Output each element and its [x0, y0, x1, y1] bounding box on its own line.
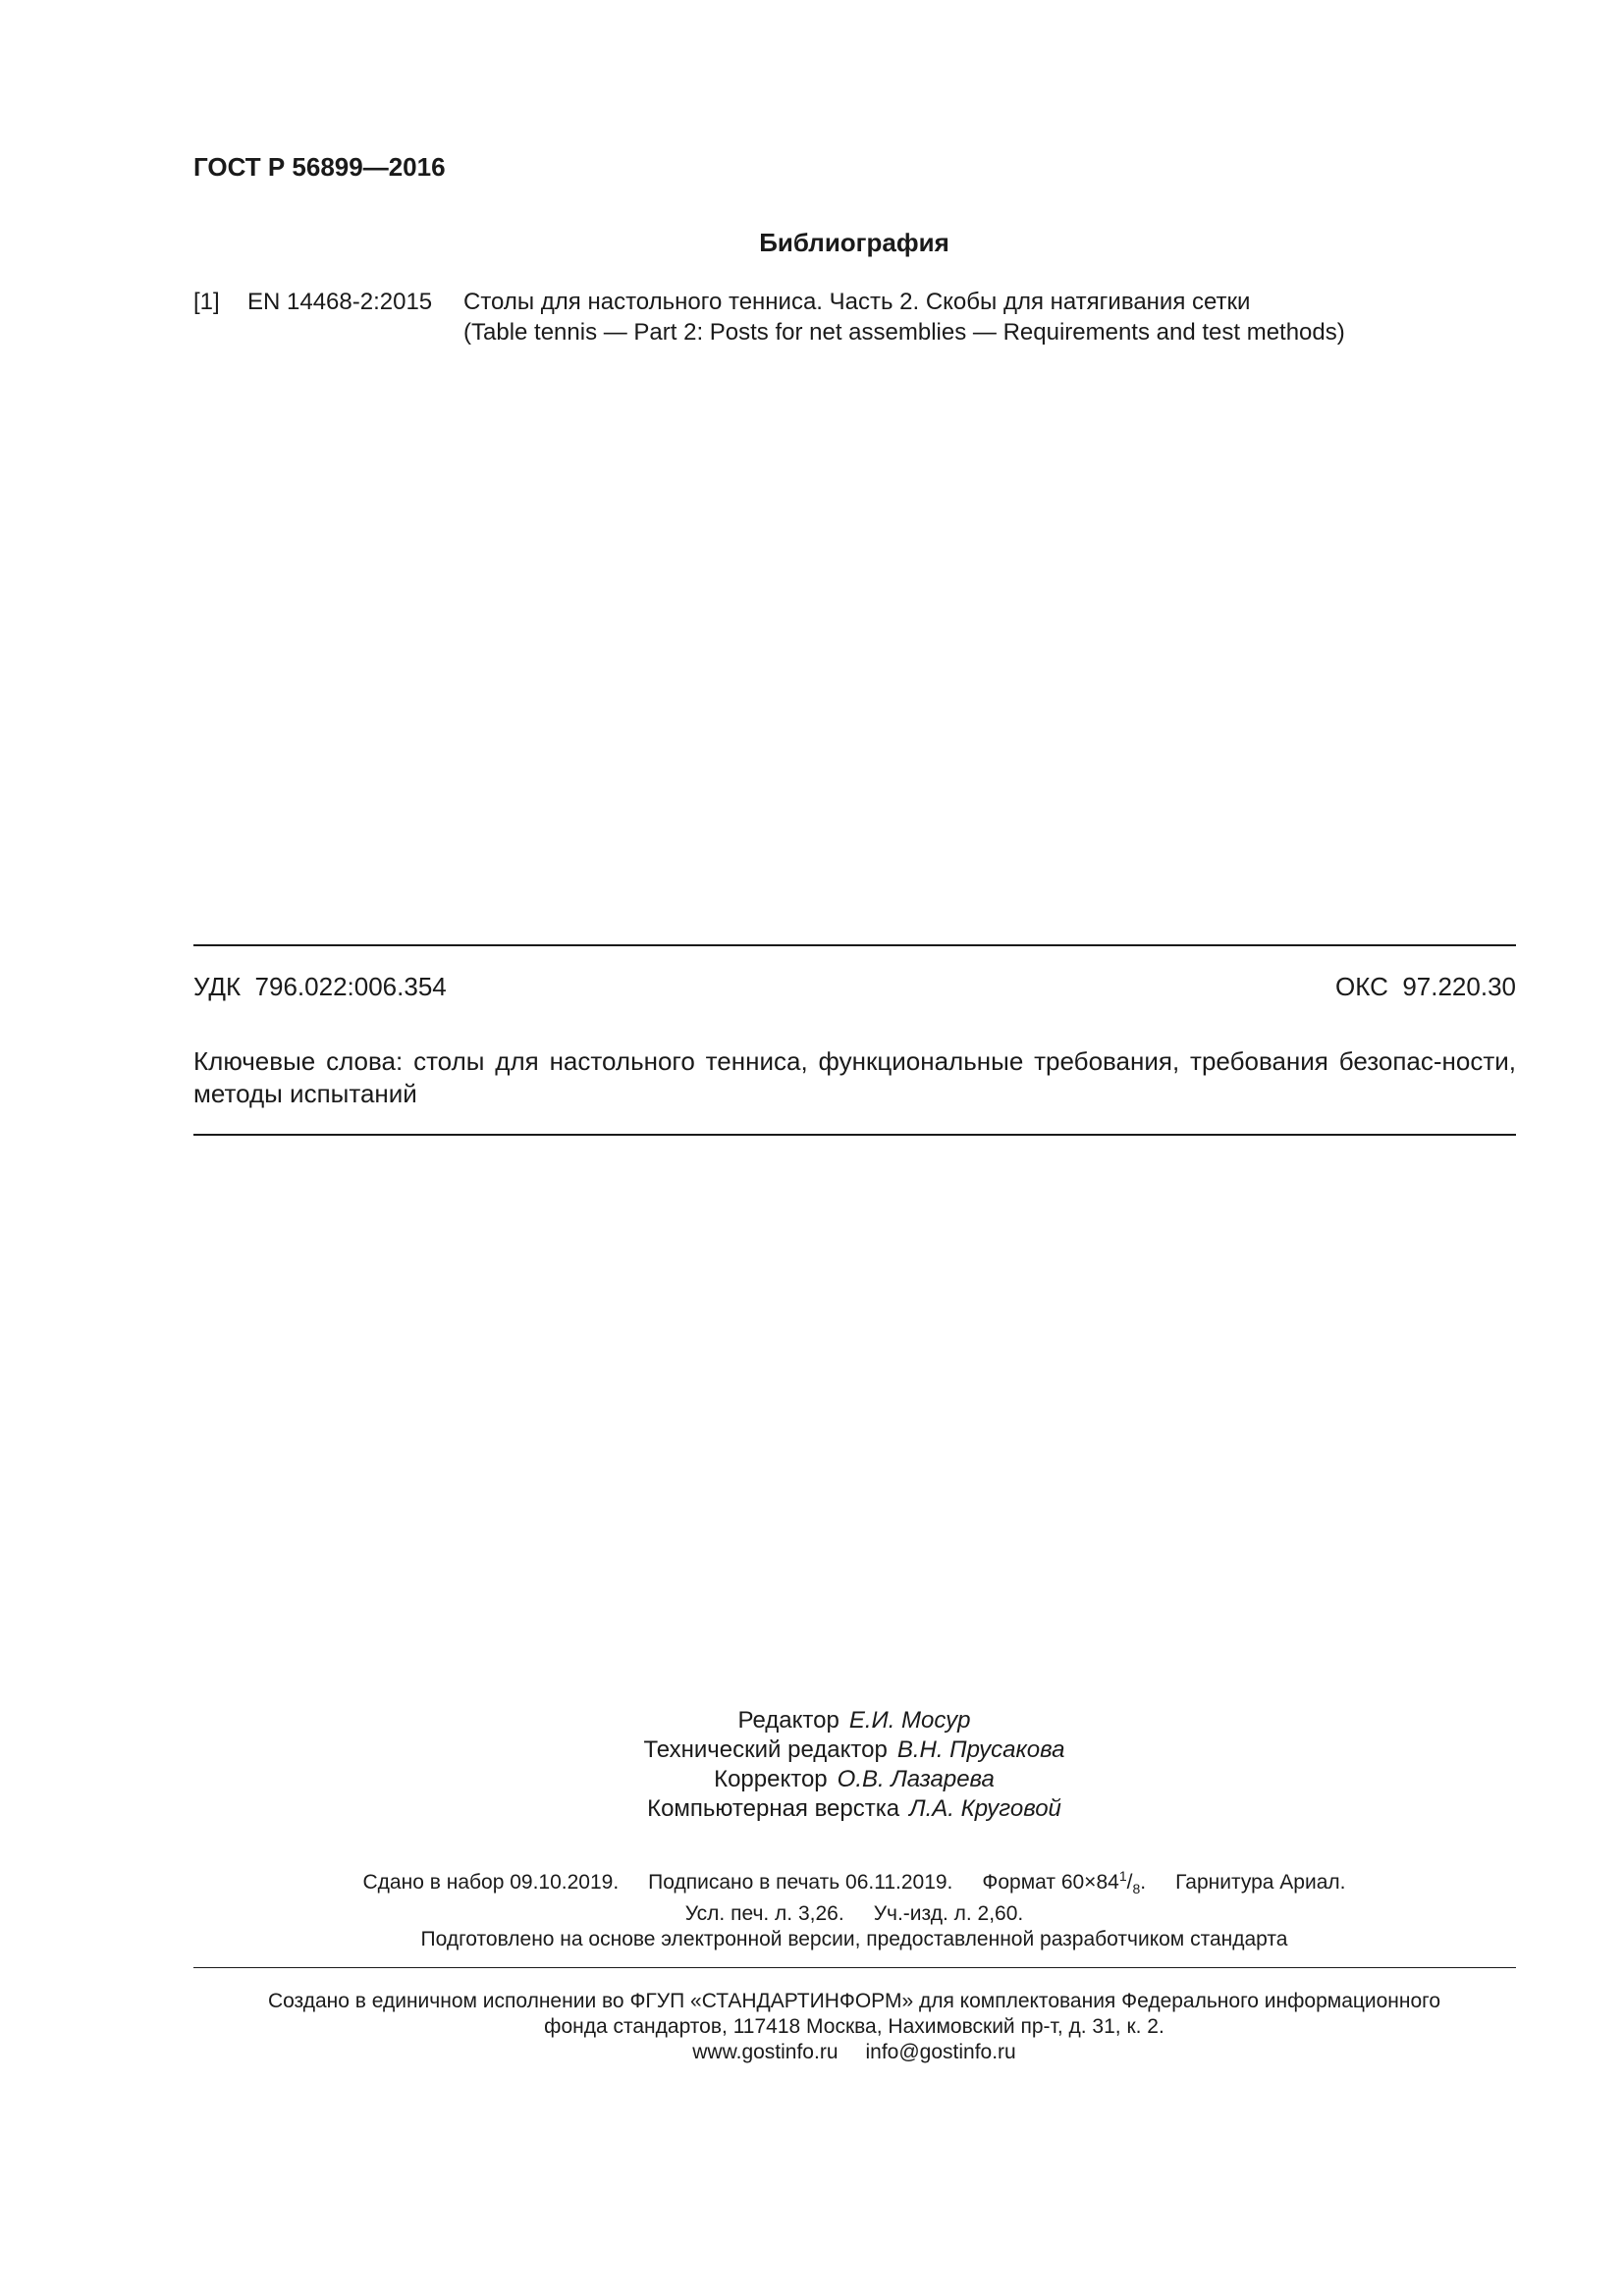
bibliography-entry-reference: EN 14468-2:2015: [247, 289, 433, 315]
document-header: ГОСТ Р 56899—2016: [193, 152, 446, 182]
publication-line-1: Сдано в набор 09.10.2019. Подписано в печать 06.11.2019. Формат $60\times 84^1/_8$. Гарнитура Ариал.: [362, 1868, 1346, 1896]
bibliography-entry-text: [463, 287, 1345, 347]
footer-contacts: [0, 2040, 1624, 2065]
credit-layout: Компьютерная верстка Л.А. Круговой: [647, 1795, 1061, 1822]
footer: [0, 1989, 1624, 2065]
bibliography-entry-number: [1]: [193, 289, 220, 315]
publication-prepared-note: Подготовлено на основе электронной версии, предоставленной разработчиком стандарта: [420, 1928, 1288, 1950]
publication-line-2: Усл. печ. л. 3,26. Уч.-изд. л. 2,60.: [684, 1902, 1024, 1925]
bibliography-entry-title-ru: Столы для настольного тенниса. Часть 2. Скобы для натягивания сетки: [463, 289, 1251, 315]
keywords: Ключевые слова: столы для настольного тенниса, функциональные требования, требования безопас-ности, методы испытаний: [193, 1046, 1516, 1108]
divider-bottom: [193, 1134, 1516, 1136]
footer-line-2: фонда стандартов, 117418 Москва, Нахимовский пр-т, д. 31, к. 2.: [544, 2015, 1164, 2038]
credits-block: [0, 1706, 1624, 1824]
footer-website-link[interactable]: www.gostinfo.ru: [692, 2041, 839, 2063]
footer-line-1: Создано в единичном исполнении во ФГУП «СТАНДАРТИНФОРМ» для комплектования Федерального информационного: [267, 1990, 1441, 2012]
divider-footer: [193, 1967, 1516, 1968]
oks-code: ОКС 97.220.30: [1335, 972, 1516, 1001]
footer-email-link[interactable]: info@gostinfo.ru: [865, 2041, 1016, 2063]
udk-code: УДК 796.022:006.354: [193, 972, 447, 1001]
credit-technical-editor: Технический редактор В.Н. Прусакова: [643, 1736, 1065, 1763]
credit-editor: Редактор Е.И. Мосур: [737, 1707, 971, 1734]
credit-proofreader: Корректор О.В. Лазарева: [714, 1766, 995, 1792]
bibliography-entry-title-en: (Table tennis — Part 2: Posts for net assemblies — Requirements and test methods): [463, 319, 1345, 346]
bibliography-title: Библиография: [759, 228, 949, 257]
publication-info: [0, 1863, 1624, 1952]
divider-top: [193, 944, 1516, 946]
